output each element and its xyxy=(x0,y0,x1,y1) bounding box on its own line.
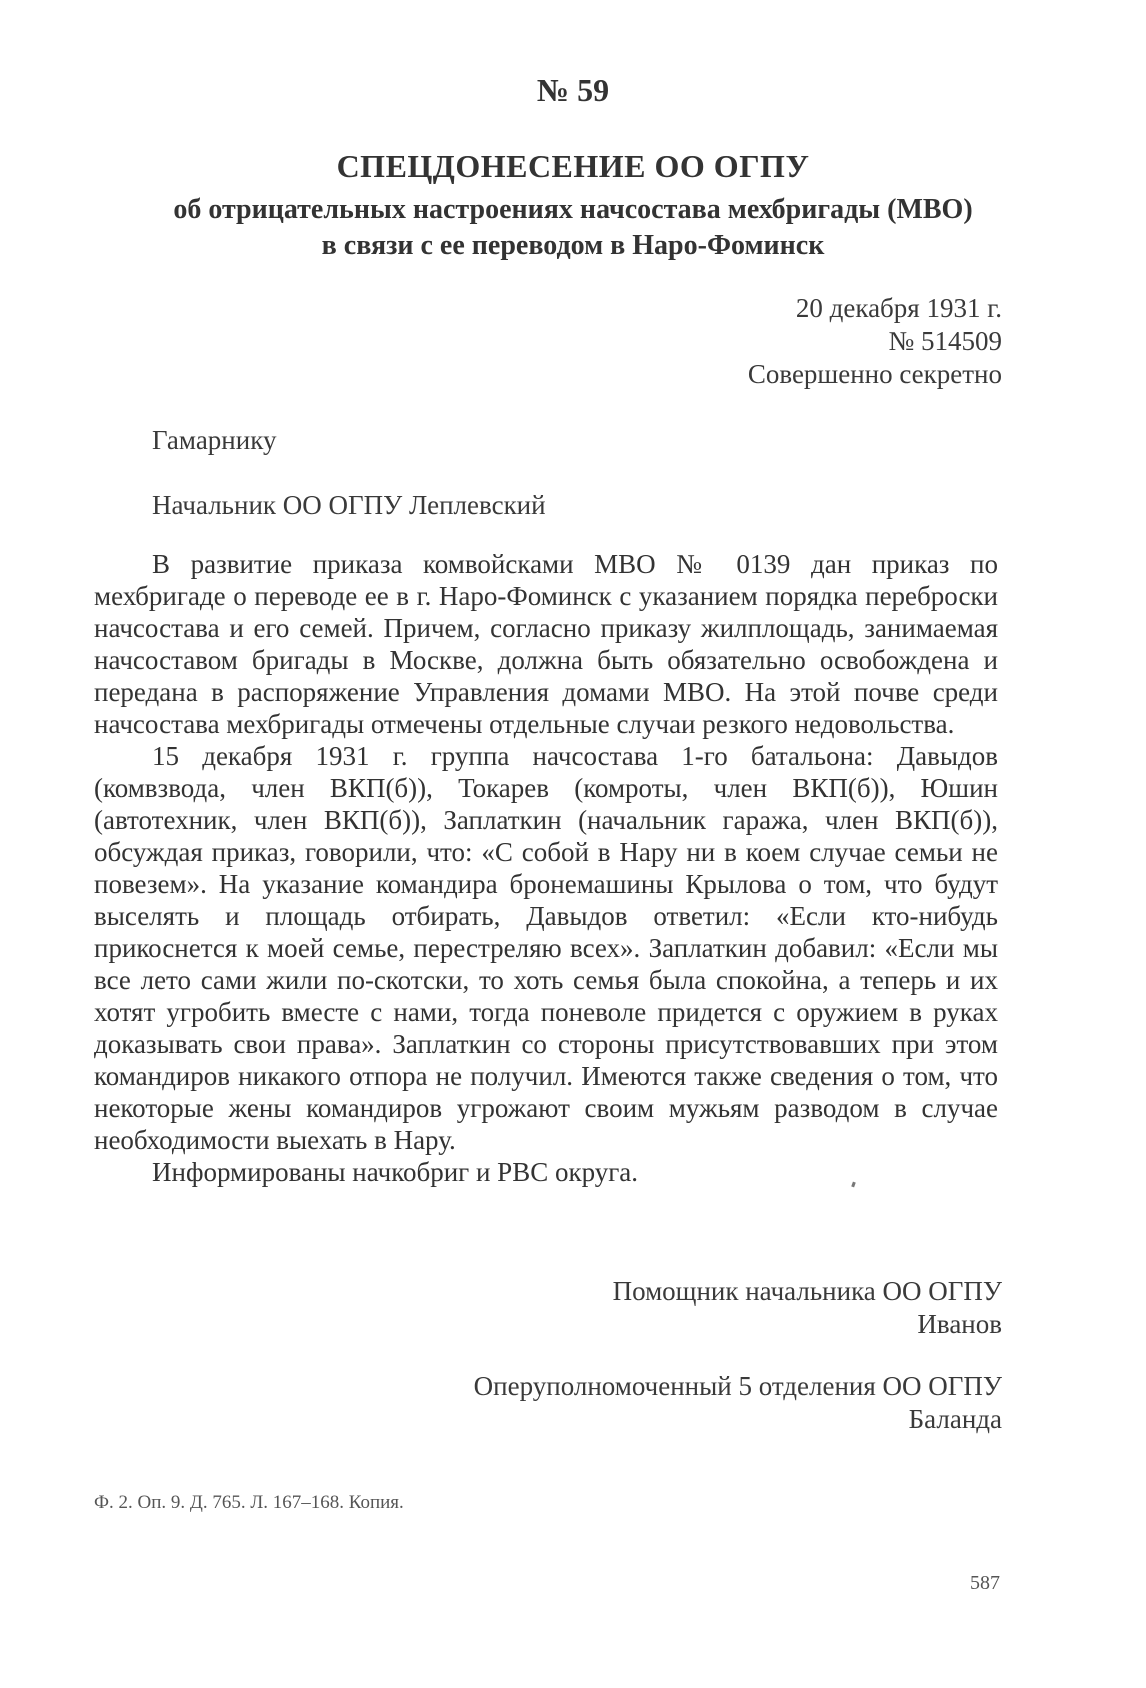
body-paragraph: 15 декабря 1931 г. группа начсостава 1-го батальона: Давыдов (комвзвода, член ВКП(б)), Токарев (комроты, член ВКП(б)), Юшин (автотехник, член ВКП(б)), Заплаткин (начальник гаража, член ВКП(б)), обсуждая приказ, говорили, что: «С собой в Нару ни в коем случае семьи не повезем». На указание командира бронемашины Крылова о том, что будут выселять и площадь отбирать, Давыдов ответил: «Если кто-нибудь прикоснется к моей семье, перестреляю всех». Заплаткин добавил: «Если мы все лето сами жили по-скотски, то хоть семья была спокойна, а теперь и их хотят угробить вместе с нами, тогда поневоле придется с оружием в руках доказывать свои права». Заплаткин со стороны присутствовавших при этом командиров никакого отпора не получил. Имеются также сведения о том, что некоторые жены командиров угрожают своим мужьям разводом в случае необходимости выехать в Нару. xyxy=(94,741,998,1155)
archive-source: Ф. 2. Оп. 9. Д. 765. Л. 167–168. Копия. xyxy=(94,1492,404,1513)
document-meta xyxy=(748,292,1002,391)
page-number: 587 xyxy=(970,1572,1000,1594)
document-subtitle xyxy=(90,192,1056,264)
sender: Начальник ОО ОГПУ Леплевский xyxy=(152,490,546,520)
body-paragraph: В развитие приказа комвойсками МВО № 0139 дан приказ по мехбригаде о переводе ее в г. Наро-Фоминск с указанием порядка переброски начсостава и его семей. Причем, согласно приказу жилплощадь, занимаемая начсоставом бригады в Москве, должна быть обязательно освобождена и передана в распоряжение Управления домами МВО. На этой почве среди начсостава мехбригады отмечены отдельные случаи резкого недовольства. xyxy=(94,549,998,739)
body-paragraph: Информированы начкобриг и РВС округа. xyxy=(152,1157,639,1187)
document-title: СПЕЦДОНЕСЕНИЕ ОО ОГПУ xyxy=(336,148,810,184)
registration-number: № 514509 xyxy=(888,326,1002,356)
classification-label: Совершенно секретно xyxy=(747,359,1002,389)
document-number: № 59 xyxy=(536,72,610,108)
signature-position: Помощник начальника ОО ОГПУ xyxy=(612,1276,1002,1306)
document-body xyxy=(94,548,998,1188)
signature-position: Оперуполномоченный 5 отделения ОО ОГПУ xyxy=(473,1371,1002,1401)
subtitle-line-1: об отрицательных настроениях начсостава мехбригады (МВО) xyxy=(173,194,973,225)
signature-name: Иванов xyxy=(917,1309,1002,1339)
document-date: 20 декабря 1931 г. xyxy=(795,293,1002,323)
signature-name: Баланда xyxy=(908,1404,1002,1434)
addressee: Гамарнику xyxy=(152,425,277,455)
subtitle-line-2: в связи с ее переводом в Наро-Фоминск xyxy=(321,230,825,261)
signature-block xyxy=(613,1275,1002,1341)
signature-block xyxy=(474,1370,1002,1436)
